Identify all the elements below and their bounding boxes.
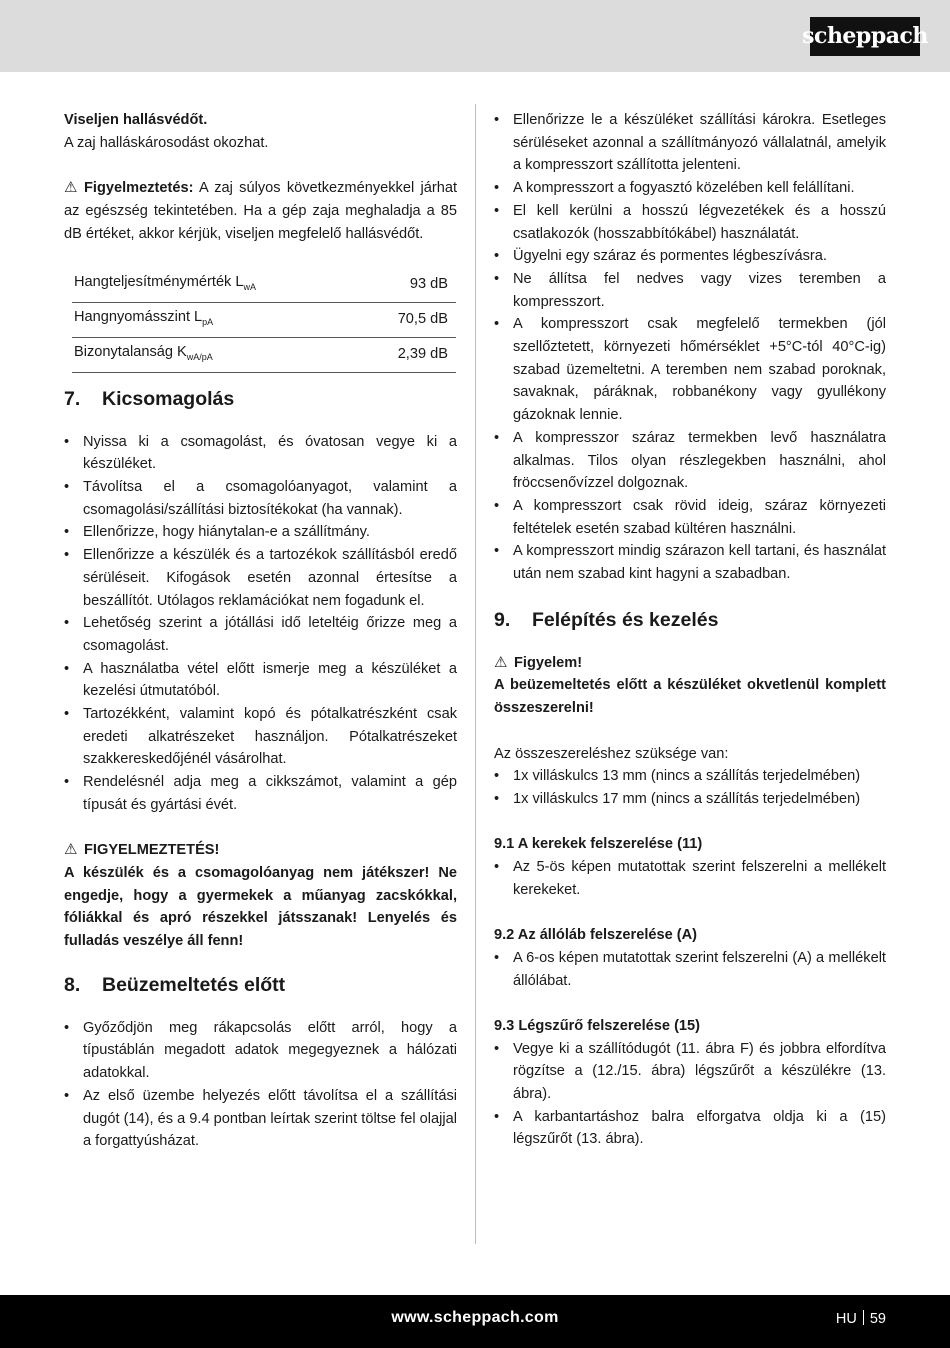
- table-value: 70,5 dB: [361, 302, 456, 337]
- hearing-protection-heading: Viseljen hallásvédőt.: [64, 112, 208, 128]
- list-item: • A használatba vétel előtt ismerje meg a készüléket a kezelési útmutatóból.: [64, 658, 457, 703]
- language-code: HU: [835, 1311, 857, 1327]
- left-column: [64, 109, 457, 1153]
- packaging-warning-title: [64, 839, 457, 862]
- subsection-9-1-title: 9.1 A kerekek felszerelése (11): [494, 836, 703, 853]
- subsection-9-3-title: 9.3 Légszűrő felszerelése (15): [494, 1017, 701, 1034]
- list-item: • Az 5-ös képen mutatottak szerint felszerelni a mellékelt kerekeket.: [494, 856, 886, 901]
- tools-list: [494, 765, 886, 810]
- table-label: Hangnyomásszint L: [74, 308, 203, 325]
- table-row: [72, 268, 456, 302]
- hearing-protection-text: A zaj halláskárosodást okozhat.: [64, 134, 269, 151]
- section-title: Kicsomagolás: [102, 387, 235, 410]
- attention-text: A beüzemeltetés előtt a készüléket okvetlenül komplett összeszerelni!: [494, 677, 886, 717]
- table-label-sub: pA: [202, 316, 214, 327]
- page-indicator: [836, 1308, 886, 1331]
- list-item: • 1x villáskulcs 17 mm (nincs a szállítás terjedelmében): [494, 788, 886, 811]
- subsection-9-1-list: [494, 856, 886, 901]
- table-label: Hangteljesítménymérték L: [74, 273, 244, 290]
- section-number: 8.: [64, 973, 81, 996]
- section-7-heading: [64, 385, 457, 413]
- packaging-warning-text: A készülék és a csomagolóanyag nem játékszer! Ne engedje, hogy a gyermekek a műanyag zacskókkal, fóliákkal és apró részekkel játsszanak! Lenyelés és fulladás veszélye áll fenn!: [64, 864, 457, 950]
- brand-logo: scheppach: [810, 17, 920, 56]
- table-label-sub: wA/pA: [186, 351, 213, 362]
- list-item: • Győződjön meg rákapcsolás előtt arról, hogy a típustáblán megadott adatok megegyeznek a hálózati adatokkal.: [64, 1017, 457, 1085]
- list-item: • Tartozékként, valamint kopó és pótalkatrészként csak eredeti alkatrészeket használjon. Pótalkatrészeket szakkereskedőjénél vásárolhat.: [64, 703, 457, 771]
- section-8-list: [64, 1017, 457, 1153]
- list-item: • A kompresszort a fogyasztó közelében kell felállítani.: [494, 177, 886, 200]
- list-item: • A kompresszor száraz termekben levő használatra alkalmas. Tilos olyan részlegekben használni, ahol fröccsenővízzel dolgoznak.: [494, 427, 886, 495]
- list-item: • A kompresszort csak rövid ideig, száraz környezeti feltételek esetén szabad kültéren használni.: [494, 495, 886, 540]
- list-item: • Nyissa ki a csomagolást, és óvatosan vegye ki a készüléket.: [64, 431, 457, 476]
- right-column: [494, 109, 886, 1151]
- subsection-9-2-list: [494, 947, 886, 992]
- list-item: • Lehetőség szerint a jótállási idő leteltéig őrizze meg a csomagolást.: [64, 612, 457, 657]
- warning-triangle-icon: ⚠: [64, 841, 78, 859]
- noise-warning: [64, 177, 457, 245]
- warning-triangle-icon: ⚠: [64, 179, 78, 197]
- table-value: 93 dB: [361, 268, 456, 302]
- section-9-heading: [494, 606, 886, 634]
- list-item: • Ellenőrizze a készülék és a tartozékok szállításból eredő sérüléseit. Kifogások esetén azonnal értesítse a beszállítót. Utólagos reklamációkat nem fogadunk el.: [64, 544, 457, 612]
- list-item: • Vegye ki a szállítódugót (11. ábra F) és jobbra elfordítva rögzítse a (12./15. ábra) légszűrőt a készülékre (13. ábra).: [494, 1038, 886, 1106]
- footer-bar: [0, 1295, 950, 1348]
- list-item: • A kompresszort csak megfelelő termekben (jól szellőztetett, környezeti hőmérséklet +5°C-tól 40°C-ig) szabad üzemeltetni. A teremben nem szabad poroknak, savaknak, páráknak, robbanékony vagy gyullékony gázoknak lennie.: [494, 313, 886, 427]
- noise-warning-text: A zaj súlyos következményekkel járhat az egészség tekintetében. Ha a gép zaja meghaladja a 85 dB értéket, akkor kérjük, viseljen megfelelő hallásvédőt.: [64, 180, 457, 242]
- table-row: [72, 302, 456, 337]
- list-item: • A kompresszort mindig szárazon kell tartani, és használat után nem szabad kint hagyni a szabadban.: [494, 540, 886, 585]
- placement-list: [494, 109, 886, 586]
- list-item: • Ne állítsa fel nedves vagy vizes teremben a kompresszort.: [494, 268, 886, 313]
- tools-needed-text: Az összeszereléshez szüksége van:: [494, 745, 729, 762]
- list-item: • Rendelésnél adja meg a cikkszámot, valamint a gép típusát és gyártási évét.: [64, 771, 457, 816]
- warning-triangle-icon: ⚠: [494, 653, 508, 671]
- section-number: 7.: [64, 387, 81, 410]
- list-item: • Ügyelni egy száraz és pormentes légbeszívásra.: [494, 245, 886, 268]
- list-item: • 1x villáskulcs 13 mm (nincs a szállítás terjedelmében): [494, 765, 886, 788]
- page-number: 59: [869, 1311, 886, 1327]
- list-item: • Ellenőrizze, hogy hiánytalan-e a szállítmány.: [64, 521, 457, 544]
- section-title: Felépítés és kezelés: [532, 608, 719, 631]
- subsection-9-2-title: 9.2 Az állóláb felszerelése (A): [494, 927, 698, 944]
- section-7-list: [64, 431, 457, 817]
- page-separator: [863, 1310, 864, 1325]
- subsection-9-3-list: [494, 1038, 886, 1152]
- column-divider: [475, 104, 476, 1244]
- section-8-heading: [64, 971, 457, 999]
- list-item: • Az első üzembe helyezés előtt távolítsa el a szállítási dugót (14), és a 9.4 pontban leírtak szerint töltse fel olajjal a forgattyúsházat.: [64, 1085, 457, 1153]
- table-label: Bizonytalanság K: [74, 343, 187, 360]
- list-item: • Ellenőrizze le a készüléket szállítási károkra. Esetleges sérüléseket azonnal a szállítmányozó vállalatnál, amelyik a kompresszort szállította jelenteni.: [494, 109, 886, 177]
- list-item: • El kell kerülni a hosszú légvezetékek és a hosszú csatlakozók (hosszabbítókábel) használatát.: [494, 200, 886, 245]
- list-item: • A 6-os képen mutatottak szerint felszerelni (A) a mellékelt állólábat.: [494, 947, 886, 992]
- noise-values-table: [72, 268, 456, 373]
- table-label-sub: wA: [243, 281, 257, 292]
- table-row: [72, 337, 456, 372]
- section-title: Beüzemeltetés előtt: [102, 973, 286, 996]
- noise-warning-label: Figyelmeztetés:: [84, 180, 194, 197]
- header-bar: [0, 0, 950, 72]
- website-link[interactable]: www.scheppach.com: [391, 1309, 559, 1326]
- attention-title: [494, 652, 886, 675]
- list-item: • Távolítsa el a csomagolóanyagot, valamint a csomagolási/szállítási biztosítékokat (ha vannak).: [64, 476, 457, 521]
- warning-title-text: FIGYELMEZTETÉS!: [84, 842, 220, 859]
- section-number: 9.: [494, 608, 511, 631]
- table-value: 2,39 dB: [361, 337, 456, 372]
- list-item: • A karbantartáshoz balra elforgatva oldja ki a (15) légszűrőt (13. ábra).: [494, 1106, 886, 1151]
- attention-title-text: Figyelem!: [514, 654, 583, 671]
